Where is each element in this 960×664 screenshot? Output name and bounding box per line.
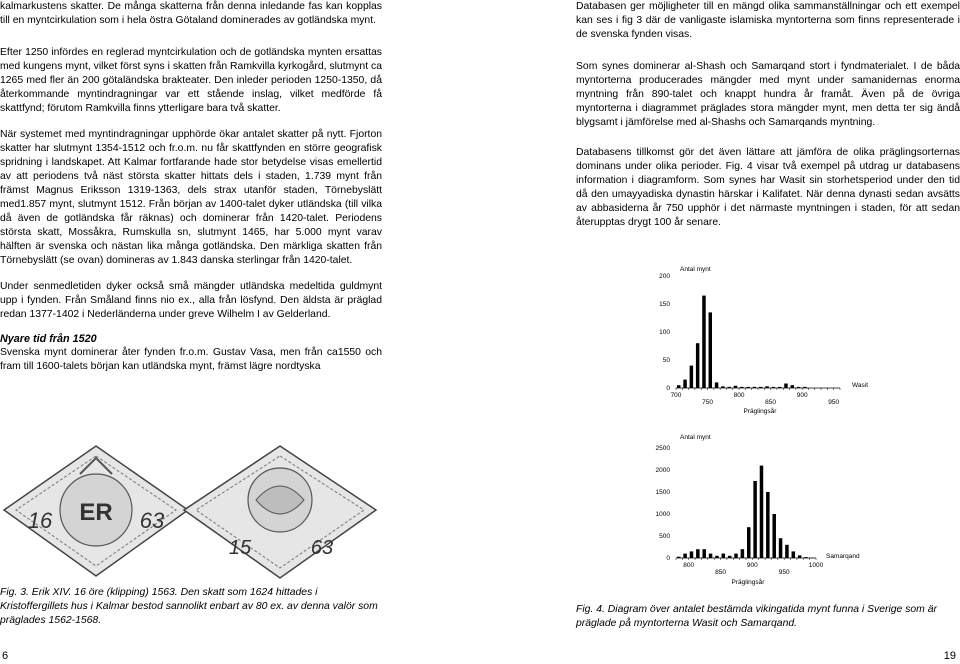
c2-bar-930 [772,514,776,558]
c2-xtick-800: 800 [683,562,695,569]
chart1-xlabel: Präglingsår [743,408,777,415]
c2-bar-950 [785,545,789,558]
c1-ytick-0: 0 [666,385,670,392]
right-paragraph-1: Databasen ger möjligheter till en mängd olika sammanställningar och ett exempel kan ses i fig 3 där de vanligaste islamiska myntorterna som finns representerade i de svenska fynden visas. [576,1,960,40]
coin-right [184,446,376,578]
chart2-legend: Samarqand [826,553,860,560]
c2-xtick-900: 900 [746,562,758,569]
c2-bar-870 [734,554,738,558]
c2-bar-790 [683,554,687,558]
fig4-caption: Fig. 4. Diagram över antalet bestämda vikingatida mynt funna i Sverige som är präglade på myntorterna Wasit och Samarqand. [576,604,937,629]
c2-bar-890 [747,527,751,558]
c2-bar-810 [696,549,700,558]
c2-ytick-5: 2500 [655,445,670,452]
chart2-xlabel: Präglingsår [731,579,765,586]
c2-bar-920 [766,492,770,558]
c2-bar-850 [722,554,726,558]
c2-xtick-950: 950 [778,569,790,576]
c1-ytick-1: 50 [662,357,670,364]
c2-bar-910 [760,466,764,558]
samarqand-chart [640,430,880,590]
c1-xtick-750: 750 [702,399,713,406]
chart1-ylabel: Antal mynt [680,266,711,273]
c1-xtick-850: 850 [765,399,777,406]
c1-bar-700 [677,385,680,388]
left-paragraph-5: Svenska mynt dominerar åter fynden fr.o.m. Gustav Vasa, men från ca1550 och fram till 1600-talets början kan utländska mynt, främst lägre nordtyska [0,347,382,372]
left-paragraph-2: Efter 1250 infördes en reglerad myntcirkulation och de gotländska mynten ersattas med kungens mynt, vilket först syns i skatten från Ramkvilla kyrkogård, slutmynt ca 1265 med fler än 200 götaländska brakteater. Den inleder perioden 1250-1350, då återkommande myntindragningar var ett stående inslag, vilket medförde få skattfynd; förutom Ramkvilla finns ytterligare bara två skatter. [0,47,382,114]
c1-bar-760 [715,382,718,388]
c2-ytick-0: 0 [666,555,670,562]
coin-left-number-1: 16 [27,508,53,533]
page-number-left: 6 [2,650,9,662]
c2-ytick-2: 1000 [655,511,670,518]
c1-ytick-2: 100 [659,329,670,336]
wasit-chart [640,262,880,422]
c1-bar-750 [709,312,712,388]
c2-ytick-3: 1500 [655,489,670,496]
c2-bar-820 [702,549,706,558]
c2-bar-830 [709,554,713,558]
c1-ytick-3: 150 [659,301,670,308]
coin-figure [0,444,382,580]
c1-xtick-900: 900 [796,392,808,399]
fig3-caption: Fig. 3. Erik XIV. 16 öre (klipping) 1563. Den skatt som 1624 hittades i Kristoffergillets hus i Kalmar bestod sannolikt enbart av 80 ex. av denna valör som präglades 1562-1568. [0,587,378,626]
c2-bar-800 [690,551,694,558]
c2-ytick-1: 500 [659,533,670,540]
coin-right-number-1: 15 [228,537,252,559]
c2-bar-880 [741,549,745,558]
c1-bar-870 [784,384,787,388]
c1-xtick-700: 700 [670,392,682,399]
chart2-ylabel: Antal mynt [680,434,711,441]
left-column [0,0,382,374]
left-paragraph-4: Under senmedletiden dyker också små mängder utländska medeltida guldmynt upp i fynden. Från Småland finns nio ex., alla från lösfynd. Den äldsta är präglad redan 1377-1402 i Nederländerna under greve Wilhelm I av Gelderland. [0,281,382,320]
c2-ytick-4: 2000 [655,467,670,474]
c1-bar-880 [791,385,794,388]
c1-bar-730 [696,343,699,388]
right-paragraph-2: Som synes dominerar al-Shash och Samarqand stort i fyndmaterialet. I de båda myntorterna producerades mängder med mynt under samanidernas enorma myntning från 890-talet och knappt hundra år framåt. Även på de övriga myntorterna i diagrammet präglades stora mängder mynt, men detta ter sig ändå blygsamt i jämförelse med al-Shashs och Samarqands myntning. [576,61,960,128]
c1-bar-720 [690,366,693,388]
c1-ytick-4: 200 [659,273,670,280]
right-paragraph-3: Databasens tillkomst gör det även lättare att jämföra de olika präglingsorternas dominans under olika perioder. Fig. 4 visar två exempel på utdrag ur databasens information i diagramform. Som synes har Wasit sin storhetsperiod under den tid då den umayyadiska dynastin härskar i Kalifatet. När denna dynasti sedan avsätts av abbasiderna år 750 upphör i det närmaste myntningen i staden, för att sedan återupptas drygt 100 år senare. [576,147,960,228]
left-paragraph-1: kalmarkustens skatter. De många skatterna från denna inledande fas kan kopplas till en myntcirkulation som i hela östra Götaland dominerades av gotländska mynt. [0,1,382,26]
c1-xtick-950: 950 [828,399,840,406]
c1-bar-710 [683,380,686,388]
chart1-legend: Wasit [852,382,869,389]
coin-left [4,446,188,576]
c2-xtick-1000: 1000 [808,562,824,569]
right-column [576,0,960,230]
left-paragraph-3: När systemet med myntindragningar upphörde ökar antalet skatter på nytt. Fjorton skatter har slutmynt 1354-1512 och fr.o.m. nu får skattfynden en större geografisk spridning i landskapet. Att Kalmar fortfarande hade stor betydelse visas emellertid av att periodens två näst största skatter hittats dels i staden, 1.739 mynt från främst Magnus Eriksson 1319-1363, dels strax utanför staden, Törnebyslätt med1.857 mynt, slutmynt 1512. Från början av 1400-talet dyker utländska (till vilka då även de gotländska får räknas) och dominerar från 1420-talet. Periodens största skatt, Mossåkra, Rumskulla sn, slutmynt 1465, har 5.000 mynt varav hälften är svenska och nästan lika många gotländska. Den märkliga skatten från Törnebyslätt (se ovan) domineras av 1.843 danska sterlingar från 1420-talet. [0,129,382,266]
coin-right-number-2: 63 [310,537,334,559]
page-number-right: 19 [943,650,956,662]
coin-left-number-2: 63 [139,508,165,533]
c2-bar-940 [779,538,783,558]
c1-xtick-800: 800 [733,392,745,399]
coin-left-monogram: ER [79,499,113,526]
c1-bar-740 [702,296,705,388]
c2-xtick-850: 850 [715,569,726,576]
section-heading: Nyare tid från 1520 [0,333,97,345]
c2-bar-960 [792,551,796,558]
c2-bar-900 [753,481,757,558]
